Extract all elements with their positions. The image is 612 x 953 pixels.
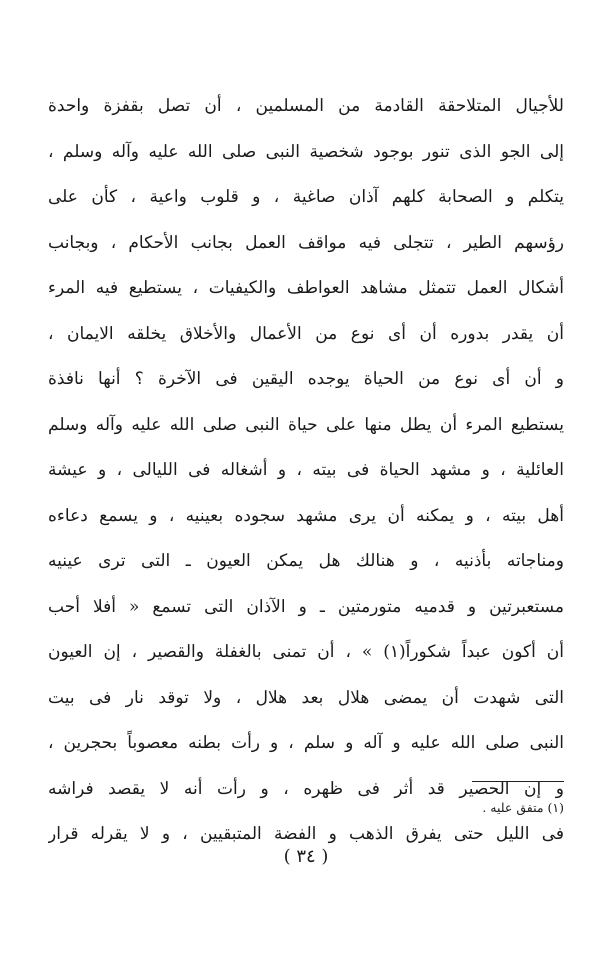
text-line: يستطيع المرء أن يطل منها على حياة النبى صلى الله عليه وآله وسلم xyxy=(48,414,564,435)
text-line: للأجيال المتلاحقة القادمة من المسلمين ، أن تصل بقفزة واحدة xyxy=(48,96,564,116)
page-number: ( ٣٤ ) xyxy=(283,846,329,867)
text-line: فى الليل حتى يفرق الذهب و الفضة المتبقيين ، و لا يقرله قرار xyxy=(48,824,564,844)
text-line: مستعبرتين و قدميه متورمتين ـ و الآذان التى تسمع « أفلا أحب xyxy=(48,596,564,617)
text-line: إلى الجو الذى تنور بوجود شخصية النبى صلى الله عليه وآله وسلم ، xyxy=(48,141,564,162)
body-text xyxy=(48,84,564,858)
footnote: (١) متفق عليه . xyxy=(482,800,564,815)
text-line: النبى صلى الله عليه و آله و سلم ، و رأت بطنه معصوباً بحجرين ، xyxy=(48,733,564,753)
text-line: يتكلم و الصحابة كلهم آذان صاغية ، و قلوب واعية ، كأن على xyxy=(48,187,564,207)
text-line: ومناجاته بأذنيه ، و هنالك هل يمكن العيون ـ التى ترى عينيه xyxy=(48,551,564,571)
footnote-divider xyxy=(472,781,564,782)
text-line: و إن الحصير قد أثر فى ظهره ، و رأت أنه لا يقصد فراشه xyxy=(48,778,564,799)
text-line: أهل بيته ، و يمكنه أن يرى مشهد سجوده بعينيه ، و يسمع دعاءه xyxy=(48,505,564,526)
text-line: أن أكون عبداً شكوراً(١) » ، أن تمنى بالغفلة والقصير ، إن العيون xyxy=(48,642,564,662)
text-line: و أن أى نوع من الحياة يوجده اليقين فى الآخرة ؟ أنها نافذة xyxy=(48,369,564,389)
text-line: رؤسهم الطير ، تتجلى فيه مواقف العمل بجانب الأحكام ، وبجانب xyxy=(48,232,564,253)
text-line: العائلية ، و مشهد الحياة فى بيته ، و أشغاله فى الليالى ، و عيشة xyxy=(48,460,564,480)
text-line: أشكال العمل تتمثل مشاهد العواطف والكيفيات ، يستطيع فيه المرء xyxy=(48,278,564,298)
text-line: التى شهدت أن يمضى هلال بعد هلال ، ولا توقد نار فى بيت xyxy=(48,687,564,708)
text-line: أن يقدر بدوره أن أى نوع من الأعمال والأخلاق يخلقه الايمان ، xyxy=(48,323,564,344)
